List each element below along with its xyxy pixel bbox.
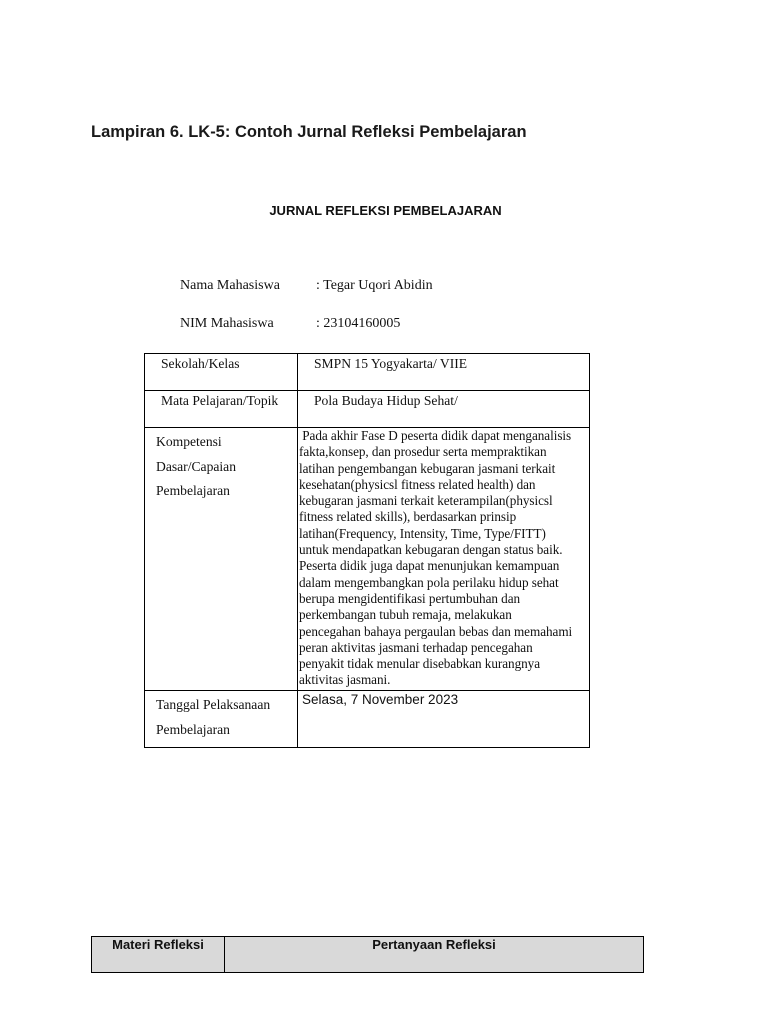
student-nim-label: NIM Mahasiswa (180, 316, 274, 331)
competency-label-line: Kompetensi (156, 434, 222, 449)
competency-text-line: Peserta didik juga dapat menunjukan kemampuan (299, 558, 560, 574)
competency-text-line: peran aktivitas jasmani terhadap pencegahan (299, 639, 533, 655)
journal-details-table (144, 353, 590, 748)
competency-text-line: latihan(Frequency, Intensity, Time, Type/FITT) (299, 525, 546, 541)
date-label-line: Tanggal Pelaksanaan (156, 697, 271, 712)
date-label-line: Pembelajaran (156, 721, 230, 737)
subject-value: Pola Budaya Hidup Sehat/ (314, 393, 458, 408)
competency-text-line: penyakit tidak menular disebabkan kurangnya (299, 656, 541, 672)
competency-label-cell (145, 428, 298, 691)
school-label-cell (145, 354, 298, 391)
competency-text-line: fakta,konsep, dan prosedur serta mempraktikan (299, 444, 547, 460)
date-value-cell (298, 691, 590, 748)
document-heading: Lampiran 6. LK-5: Contoh Jurnal Refleksi Pembelajaran (91, 123, 527, 141)
competency-text (298, 428, 589, 689)
journal-title: JURNAL REFLEKSI PEMBELAJARAN (269, 203, 502, 218)
school-value-cell (298, 354, 590, 391)
reflection-header-row (92, 937, 644, 973)
competency-label (145, 428, 297, 504)
student-nim-value: : 23104160005 (316, 316, 401, 331)
student-name-label: Nama Mahasiswa (180, 278, 280, 293)
reflection-col2-header: Pertanyaan Refleksi (225, 937, 644, 973)
competency-text-line: kebugaran jasmani terkait keterampilan(physicsl (299, 493, 553, 509)
competency-label-line: Dasar/Capaian (156, 458, 237, 474)
subject-value-cell (298, 391, 590, 428)
competency-text-line: latihan pengembangan kebugaran jasmani terkait (299, 460, 556, 476)
competency-text-cell (298, 428, 590, 691)
competency-text-line: dalam mengembangkan pola perilaku hidup sehat (299, 574, 559, 590)
student-name-value: : Tegar Uqori Abidin (316, 278, 433, 293)
competency-label-line: Pembelajaran (156, 483, 230, 498)
competency-text-line: untuk mendapatkan kebugaran dengan status baik. (299, 542, 563, 558)
competency-text-line: pencegahan bahaya pergaulan bebas dan memahami (299, 623, 573, 639)
competency-text-line: fitness related skills), berdasarkan prinsip (299, 509, 517, 525)
date-label (145, 691, 297, 742)
table-row-school (145, 354, 590, 391)
table-row-competency (145, 428, 590, 691)
date-label-cell (145, 691, 298, 748)
date-value: Selasa, 7 November 2023 (302, 692, 459, 707)
competency-text-line: berupa mengidentifikasi pertumbuhan dan (299, 590, 521, 606)
competency-text-line: perkembangan tubuh remaja, melakukan (299, 607, 512, 623)
competency-text-line: Pada akhir Fase D peserta didik dapat menganalisis (299, 428, 572, 443)
subject-label: Mata Pelajaran/Topik (161, 393, 279, 408)
table-row-subject (145, 391, 590, 428)
table-row-date (145, 691, 590, 748)
reflection-col1-header: Materi Refleksi (92, 937, 225, 973)
competency-text-line: kesehatan(physicsl fitness related health) dan (299, 476, 536, 492)
competency-text-line: aktivitas jasmani. (299, 672, 391, 688)
reflection-table (91, 936, 644, 973)
school-value: SMPN 15 Yogyakarta/ VIIE (314, 356, 468, 371)
school-label: Sekolah/Kelas (161, 356, 240, 371)
subject-label-cell (145, 391, 298, 428)
